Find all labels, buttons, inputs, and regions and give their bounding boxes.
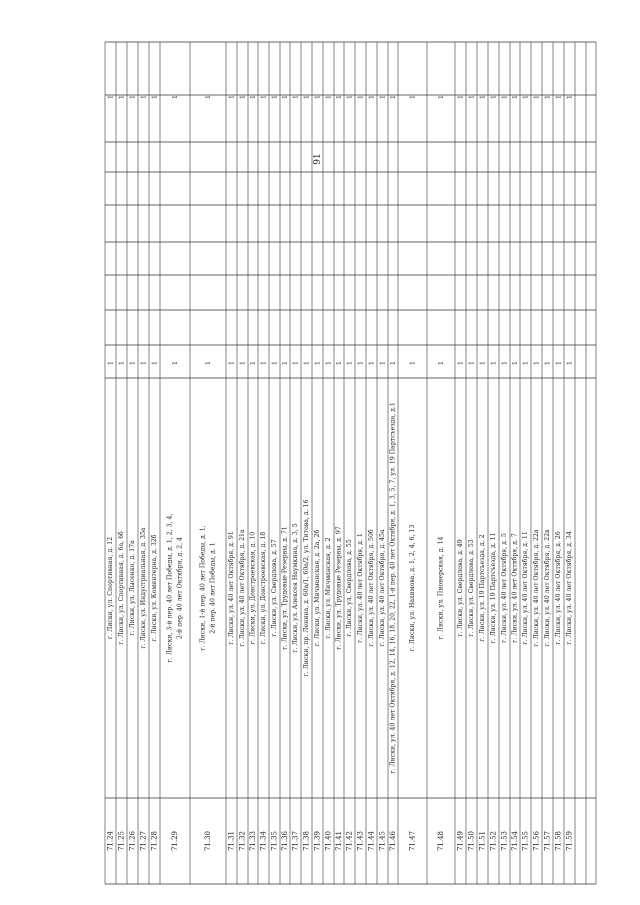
row-number: 71.43 [356, 830, 365, 852]
row-number: 71.36 [281, 830, 289, 852]
row-value: 1 [543, 360, 552, 366]
row-address: г. Лиски, ул. Спортивная, д. 12 [107, 536, 114, 640]
row-address: г. Лиски, ул. Трудовые Резервы, д. 97 [335, 526, 343, 650]
row-value-last: 1 [302, 94, 311, 100]
row-address: г. Лиски, ул. 19 Партсъезда, д. 11 [490, 532, 497, 644]
row-number: 71.39 [313, 830, 322, 852]
row-value-last: 1 [408, 94, 417, 100]
row-value-last: 1 [281, 94, 289, 100]
row-value-last: 1 [139, 94, 148, 100]
row-value-last: 1 [489, 94, 498, 100]
row-value: 1 [106, 360, 115, 366]
row-address: г. Лиски, ул. 40 лет Октября, д. 22а [533, 529, 540, 647]
row-address: г. Лиски, ул. Донстроевская, д. 18 [260, 531, 267, 645]
row-number: 71.34 [259, 830, 268, 852]
row-number: 71.42 [345, 830, 354, 852]
row-value: 1 [171, 360, 179, 366]
row-value-last: 1 [511, 94, 519, 100]
row-number: 71.52 [489, 830, 498, 852]
row-value-last: 1 [378, 94, 387, 100]
row-number: 71.59 [565, 830, 574, 852]
row-address: г. Лиски, ул. Свердлова, д. 49 [457, 539, 464, 637]
row-value-last: 1 [117, 94, 126, 100]
row-value-last: 1 [259, 94, 268, 100]
row-value: 1 [150, 360, 159, 366]
row-address: г. Лиски, ул. Лысенко, д. 17а [129, 540, 136, 636]
row-value: 1 [437, 360, 445, 366]
row-value-last: 1 [389, 94, 397, 100]
row-address: г. Лиски, ул. 40 лет Октября, д. 11 [522, 531, 529, 645]
row-address: г. Лиски, ул. 40 лет Октября, д. 34 [566, 531, 573, 645]
row-value: 1 [356, 360, 365, 366]
row-value: 1 [249, 360, 257, 366]
row-value: 1 [532, 360, 541, 366]
row-address: г. Лиски, 1-й пер. 40 лет Победы, д. 1, [199, 525, 207, 651]
row-address: г. Лиски, ул. Спортивная, д. 6а, 6б [118, 531, 125, 645]
row-number: 71.38 [302, 830, 311, 852]
page-number: 91 [313, 153, 323, 165]
row-number: 71.53 [500, 830, 509, 852]
row-value: 1 [456, 360, 465, 366]
row-value-last: 1 [313, 94, 322, 100]
row-address: г. Лиски, ул. Свердлова, д. 57 [271, 539, 278, 637]
row-number: 71.48 [437, 830, 445, 852]
row-value: 1 [270, 360, 279, 366]
row-address: г. Лиски, ул. 40 лет Октября, д. 12, 14, 16, 18, 20, 22, 1-й пер. 40 лет Октября, д. 1, 3, 5, 7, ул. 19 Партсъезда, д.1 [389, 402, 397, 774]
row-value-last: 1 [437, 94, 445, 100]
row-number: 71.41 [335, 830, 343, 852]
row-address: г. Лиски, ул. Свердлова, д. 53 [468, 539, 475, 637]
row-value-last: 1 [456, 94, 465, 100]
row-number: 71.58 [554, 830, 563, 852]
row-value: 1 [313, 360, 322, 366]
row-number: 71.49 [456, 830, 465, 852]
row-value-last: 1 [128, 94, 137, 100]
row-value: 1 [238, 360, 247, 366]
row-address: г. Лиски, ул. 40 лет Октября, д. 21а [239, 529, 246, 647]
row-number: 71.33 [249, 830, 257, 852]
row-value: 1 [324, 360, 333, 366]
row-value: 1 [511, 360, 519, 366]
row-address: г. Лиски, ул. 19 Партсъезда, д. 2 [479, 534, 486, 642]
row-address: г. Лиски, ул. 40 лет Октября, д. 50б [368, 529, 375, 647]
row-value: 1 [378, 360, 387, 366]
row-value: 1 [478, 360, 487, 366]
row-value-last: 1 [345, 94, 354, 100]
row-value: 1 [389, 360, 397, 366]
row-value: 1 [335, 360, 343, 366]
row-value-last: 1 [171, 94, 179, 100]
row-address: 2-й пер. 40 лет Октября, д. 2, 4 [176, 537, 184, 639]
row-value-last: 1 [478, 94, 487, 100]
row-number: 71.57 [543, 830, 552, 852]
row-value: 1 [259, 360, 268, 366]
row-value-last: 1 [367, 94, 376, 100]
row-number: 71.29 [171, 830, 179, 852]
row-address: г. Лиски, ул. 40 лет Октября, д. 7 [511, 533, 519, 643]
row-number: 71.44 [367, 830, 376, 852]
row-number: 71.54 [511, 830, 519, 852]
row-address: г. Лиски, ул. 40 лет Октября, д. 22в [544, 529, 551, 647]
row-number: 71.55 [521, 830, 530, 852]
row-value: 1 [565, 360, 574, 366]
row-value-last: 1 [249, 94, 257, 100]
row-address: г. Лиски, ул. Донстроевская, д. 10 [249, 531, 257, 645]
row-value-last: 1 [521, 94, 530, 100]
row-value: 1 [204, 360, 212, 366]
row-value: 1 [500, 360, 509, 366]
row-address: г. Лиски, ул. 40 лет Октября, д. 5 [501, 533, 508, 643]
row-value: 1 [408, 360, 417, 366]
row-value: 1 [302, 360, 311, 366]
row-value-last: 1 [270, 94, 279, 100]
row-address: г. Лиски, ул. Коминтерна, д. 32б [151, 534, 158, 642]
row-address: г. Лиски, пр. Ленина, д. 60а/1, 60а/2, ул. Титова, д. 16 [303, 499, 310, 677]
row-value-last: 1 [532, 94, 541, 100]
row-number: 71.46 [389, 830, 397, 852]
row-address: г. Лиски, ул. 40 лет Октября, д. 45а [379, 529, 386, 647]
row-value-last: 1 [467, 94, 476, 100]
row-address: г. Лиски, ул. Алексея Наумкина, д. 3, 5 [292, 523, 299, 653]
row-number: 71.26 [128, 830, 137, 852]
row-address: г. Лиски, ул. Мичманская, д. 2 [325, 537, 332, 639]
row-number: 71.45 [378, 830, 387, 852]
row-address: г. Лиски, ул. 40 лет Октября, д. 91 [228, 531, 235, 645]
row-value-last: 1 [356, 94, 365, 100]
row-value: 1 [467, 360, 476, 366]
row-address: г. Лиски, ул. 40 лет Октября, д. 26 [555, 531, 562, 645]
row-address: г. Лиски, ул. 40 лет Октября, д. 1 [357, 533, 364, 643]
row-number: 71.28 [150, 830, 159, 852]
row-address: г. Лиски, ул. Нахимова, д. 1, 2, 4, 6, 13 [409, 524, 416, 652]
row-number: 71.35 [270, 830, 279, 852]
row-number: 71.37 [291, 830, 300, 852]
row-value-last: 1 [227, 94, 236, 100]
row-number: 71.25 [117, 830, 126, 852]
row-value-last: 1 [291, 94, 300, 100]
row-value-last: 1 [543, 94, 552, 100]
row-address: г. Лиски, ул. Трудовые Резервы, д. 71 [281, 526, 289, 650]
row-address: г. Лиски, ул. Свердлова, д. 55 [346, 539, 353, 637]
row-number: 71.27 [139, 830, 148, 852]
row-value: 1 [281, 360, 289, 366]
row-value: 1 [227, 360, 236, 366]
row-value: 1 [367, 360, 376, 366]
row-value-last: 1 [204, 94, 212, 100]
row-value: 1 [117, 360, 126, 366]
row-address: г. Лиски, ул. Индустриальная, д. 35а [140, 527, 147, 649]
row-number: 71.30 [204, 830, 212, 852]
row-value-last: 1 [500, 94, 509, 100]
row-value-last: 1 [238, 94, 247, 100]
row-number: 71.56 [532, 830, 541, 852]
row-address: г. Лиски, ул. Пионерская, д. 14 [437, 536, 445, 640]
row-value: 1 [554, 360, 563, 366]
row-value-last: 1 [324, 94, 333, 100]
row-value: 1 [128, 360, 137, 366]
row-address: г. Лиски, ул. Мичманская, д. 2а, 2б [314, 529, 321, 647]
row-number: 71.47 [408, 830, 417, 852]
row-value-last: 1 [106, 94, 115, 100]
row-number: 71.51 [478, 830, 487, 852]
row-value: 1 [345, 360, 354, 366]
row-value-last: 1 [565, 94, 574, 100]
row-number: 71.31 [227, 830, 236, 852]
row-value-last: 1 [335, 94, 343, 100]
row-value: 1 [521, 360, 530, 366]
row-address: 2-й пер. 40 лет Победы, д. 1 [209, 542, 217, 634]
row-number: 71.40 [324, 830, 333, 852]
row-value-last: 1 [554, 94, 563, 100]
row-value: 1 [139, 360, 148, 366]
row-value-last: 1 [150, 94, 159, 100]
row-address: г. Лиски, 3-й пер. 40 лет Победы, д. 1, 2, 3, 4, [166, 513, 174, 663]
row-number: 71.24 [106, 830, 115, 852]
row-value: 1 [489, 360, 498, 366]
row-number: 71.32 [238, 830, 247, 852]
row-number: 71.50 [467, 830, 476, 852]
row-value: 1 [291, 360, 300, 366]
